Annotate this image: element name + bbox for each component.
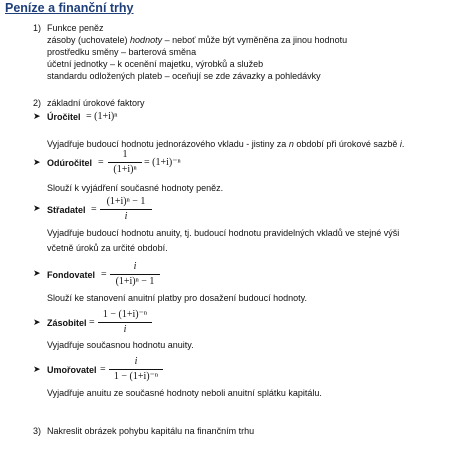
fraction-denominator: i xyxy=(123,324,127,335)
fraction-numerator: (1+i)ⁿ − 1 xyxy=(106,196,146,207)
desc-stradatel-2: včetně úroků za určité období. xyxy=(47,243,168,253)
fraction-denominator: i xyxy=(124,211,128,222)
fraction-denominator: (1+i)ⁿ − 1 xyxy=(115,276,155,287)
desc-zasobitel: Vyjadřuje současnou hodnotu anuity. xyxy=(47,340,194,350)
fraction-numerator: 1 xyxy=(122,149,128,160)
fraction-bar xyxy=(100,209,152,210)
desc-odurocitel: Slouží k vyjádření současné hodnoty peněz. xyxy=(47,183,224,193)
section-2-heading: základní úrokové faktory xyxy=(47,98,145,108)
section-1-heading: Funkce peněz xyxy=(47,23,104,33)
desc-stradatel: Vyjadřuje budoucí hodnotu anuity, tj. budoucí hodnotu pravidelných vkladů ve stejné výši xyxy=(47,228,400,238)
formula-stradatel xyxy=(100,196,152,223)
equals-sign: = xyxy=(98,157,104,168)
formula-zasobitel xyxy=(98,309,152,336)
section-1-number: 1) xyxy=(33,23,42,33)
arrow-bullet-icon: ➤ xyxy=(33,364,41,374)
fraction-denominator: 1 − (1+i)⁻ⁿ xyxy=(113,371,159,382)
fraction-bar xyxy=(109,369,163,370)
formula-odurocitel-tail: = (1+i)⁻ⁿ xyxy=(144,157,181,168)
page-title: Peníze a finanční trhy xyxy=(5,1,134,15)
fraction-numerator: i xyxy=(133,261,137,272)
fraction-bar xyxy=(108,162,142,163)
section-3-heading: Nakreslit obrázek pohybu kapitálu na finančním trhu xyxy=(47,426,255,436)
equals-sign: = xyxy=(100,364,106,375)
desc-urocitel: Vyjadřuje budoucí hodnotu jednorázového vkladu - jistiny za n období při úrokové sazbě i. xyxy=(47,139,405,149)
money-function-1: zásoby (uchovatele) hodnoty – neboť může být vyměněna za jinou hodnotu xyxy=(47,35,348,45)
fraction-bar xyxy=(110,274,160,275)
arrow-bullet-icon: ➤ xyxy=(33,268,41,278)
desc-fondovatel: Slouží ke stanovení anuitní platby pro dosažení budoucí hodnoty. xyxy=(47,293,308,303)
money-function-4: standardu odložených plateb – oceňují se zde závazky a pohledávky xyxy=(47,71,321,81)
fraction-denominator: (1+i)ⁿ xyxy=(113,164,137,175)
factor-name-umorovatel: Umořovatel xyxy=(47,365,97,375)
section-2-number: 2) xyxy=(33,98,42,108)
arrow-bullet-icon: ➤ xyxy=(33,317,41,327)
fraction-numerator: 1 − (1+i)⁻ⁿ xyxy=(102,309,148,320)
fraction-numerator: i xyxy=(134,356,138,367)
equals-sign: = xyxy=(89,317,95,328)
formula-urocitel: = (1+i)ⁿ xyxy=(86,111,118,122)
fraction-bar xyxy=(98,322,152,323)
money-function-2: prostředku směny – barterová směna xyxy=(47,47,197,57)
factor-name-fondovatel: Fondovatel xyxy=(47,270,96,280)
arrow-bullet-icon: ➤ xyxy=(33,111,41,121)
factor-name-urocitel: Úročitel xyxy=(47,112,81,122)
arrow-bullet-icon: ➤ xyxy=(33,203,41,213)
factor-name-zasobitel: Zásobitel xyxy=(47,318,87,328)
money-function-3: účetní jednotky – k ocenění majetku, výrobků a služeb xyxy=(47,59,264,69)
formula-umorovatel xyxy=(109,356,163,383)
factor-name-odurocitel: Odúročitel xyxy=(47,158,93,168)
arrow-bullet-icon: ➤ xyxy=(33,157,41,167)
equals-sign: = xyxy=(101,269,107,280)
section-3-number: 3) xyxy=(33,426,42,436)
factor-name-stradatel: Střadatel xyxy=(47,205,86,215)
formula-odurocitel xyxy=(108,149,142,176)
formula-fondovatel xyxy=(110,261,160,288)
equals-sign: = xyxy=(91,204,97,215)
desc-umorovatel: Vyjadřuje anuitu ze současné hodnoty neboli anuitní splátku kapitálu. xyxy=(47,388,322,398)
